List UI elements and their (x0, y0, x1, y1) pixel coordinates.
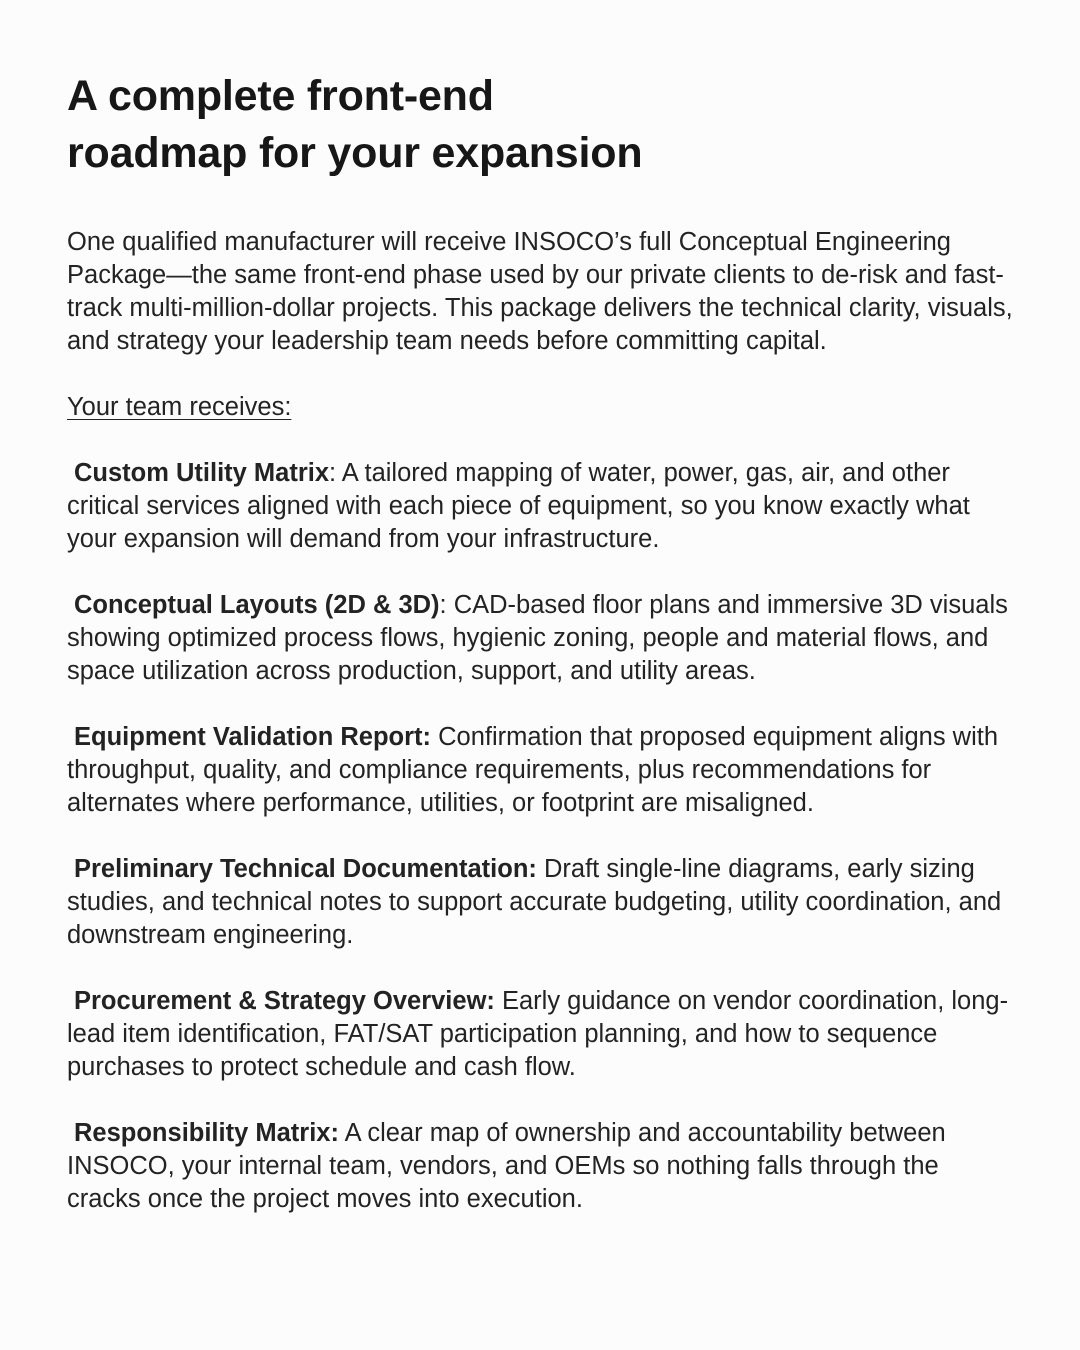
page-title-line-1: A complete front-end (67, 72, 494, 120)
deliverable-description: Draft single-line diagrams, early sizing studies, and technical notes to support accurate budgeting, utility coordination, and downstream engineering. (67, 855, 1002, 949)
deliverable-label: Conceptual Layouts (2D & 3D) (74, 591, 440, 619)
receives-label: Your team receives: (67, 393, 292, 421)
page-title (67, 68, 1014, 182)
deliverable-label: Custom Utility Matrix (74, 459, 330, 487)
deliverable-description: : CAD-based floor plans and immersive 3D visuals showing optimized process flows, hygienic zoning, people and material flows, and space utilization across production, support, and utility areas. (67, 591, 1008, 685)
deliverable-description: : A tailored mapping of water, power, gas, air, and other critical services aligned with each piece of equipment, so you know exactly what your expansion will demand from your infrastructure. (67, 459, 970, 553)
deliverable-label: Equipment Validation Report: (74, 723, 432, 751)
intro-paragraph: One qualified manufacturer will receive INSOCO’s full Conceptual Engineering Package—the same front-end phase used by our private clients to de-risk and fast-track multi-million-dollar projects. This package delivers the technical clarity, visuals, and strategy your leadership team needs before committing capital. (67, 228, 1013, 355)
deliverable-conceptual-layouts (67, 589, 1014, 688)
deliverable-custom-utility-matrix (67, 457, 1014, 556)
deliverable-label: Responsibility Matrix: (74, 1119, 339, 1147)
deliverable-description: Confirmation that proposed equipment aligns with throughput, quality, and compliance requirements, plus recommendations for alternates where performance, utilities, or footprint are misaligned. (67, 723, 999, 817)
deliverables-list (67, 457, 1014, 1216)
deliverable-responsibility-matrix (67, 1117, 1014, 1216)
deliverable-description: A clear map of ownership and accountability between INSOCO, your internal team, vendors, and OEMs so nothing falls through the cracks once the project moves into execution. (67, 1119, 946, 1213)
deliverable-preliminary-technical-documentation (67, 853, 1014, 952)
page-title-line-2: roadmap for your expansion (67, 129, 643, 177)
deliverable-description: Early guidance on vendor coordination, long-lead item identification, FAT/SAT participation planning, and how to sequence purchases to protect schedule and cash flow. (67, 987, 1009, 1081)
deliverable-procurement-strategy-overview (67, 985, 1014, 1084)
deliverable-equipment-validation-report (67, 721, 1014, 820)
deliverable-label: Procurement & Strategy Overview: (74, 987, 495, 1015)
deliverable-label: Preliminary Technical Documentation: (74, 855, 537, 883)
